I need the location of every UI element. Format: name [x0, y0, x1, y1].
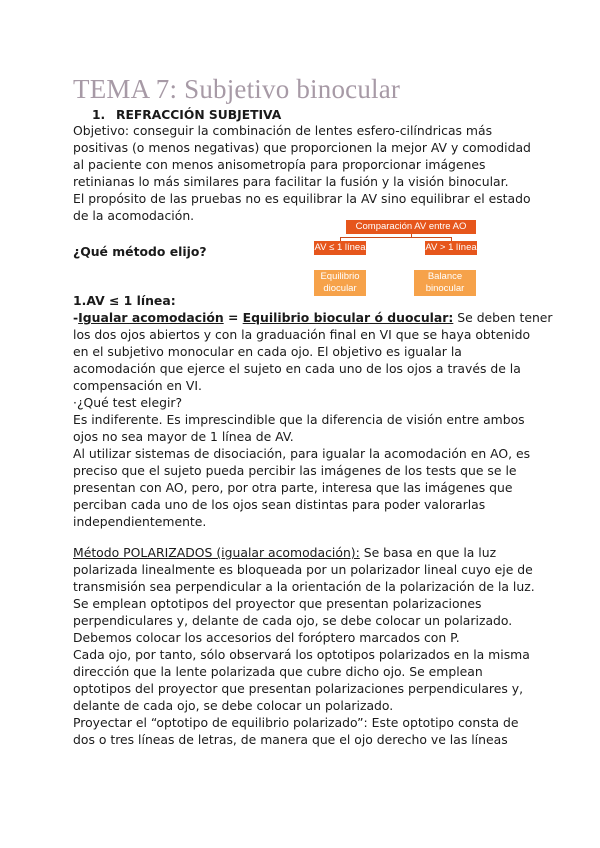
method-lead-rest: Se basa en que la luz: [359, 545, 497, 560]
section-number: 1.: [92, 108, 106, 122]
page-title: TEMA 7: Subjetivo binocular: [73, 74, 401, 104]
paragraph-line: transmisión sea perpendicular a la orientación de la polarización de la luz.: [73, 579, 535, 594]
paragraph-line: al paciente con menos anisometropía para proporcionar imágenes: [73, 157, 486, 172]
paragraph-line: Es indiferente. Es imprescindible que la diferencia de visión entre ambos: [73, 412, 525, 427]
paragraph-line: Proyectar el “optotipo de equilibrio polarizado”: Este optotipo consta de: [73, 715, 519, 730]
lead-rest: Se deben tener: [453, 310, 553, 325]
paragraph-line: optotipos del proyector que presentan polarizaciones perpendiculares y,: [73, 681, 524, 696]
paragraph-line: positivas (o menos negativas) que proporcionen la mejor AV y comodidad: [73, 140, 531, 155]
subsection-title: 1.AV ≤ 1 línea:: [73, 293, 176, 308]
method-title: Método POLARIZADOS (igualar acomodación):: [73, 545, 360, 560]
question-heading: ¿Qué método elijo?: [73, 244, 207, 259]
diagram-left-box: AV ≤ 1 línea: [314, 242, 366, 253]
diagram-bottom-left-line: diocular: [323, 283, 357, 294]
subsection-lead-line: [73, 310, 553, 326]
paragraph-line: presentan con AO, pero, por otra parte, interesa que las imágenes que: [73, 480, 513, 495]
paragraph-line: retinianas lo más similares para facilitar la fusión y la visión binocular.: [73, 174, 509, 189]
diagram-connector: [340, 237, 452, 238]
method-lead-line: [73, 545, 496, 561]
paragraph-line: Debemos colocar los accesorios del foróptero marcados con P.: [73, 630, 460, 645]
diagram-bottom-left-box: [314, 270, 366, 296]
paragraph-line: de la acomodación.: [73, 208, 195, 223]
lead-equals: =: [223, 310, 243, 325]
paragraph-line: ojos no sea mayor de 1 línea de AV.: [73, 429, 294, 444]
section-heading: [92, 108, 281, 122]
lead-dash: -: [73, 310, 79, 325]
paragraph-line: dirección que la lente polarizada que cubre dicho ojo. Se emplean: [73, 664, 483, 679]
paragraph-line: en el subjetivo monocular en cada ojo. El objetivo es igualar la: [73, 344, 462, 359]
paragraph-line: Cada ojo, por tanto, sólo observará los optotipos polarizados en la misma: [73, 647, 530, 662]
lead-term-b: Equilibrio biocular ó duocular:: [242, 310, 454, 325]
paragraph-line: acomodación que ejerce el sujeto en cada uno de los ojos a través de la: [73, 361, 521, 376]
section-label: REFRACCIÓN SUBJETIVA: [116, 108, 282, 122]
lead-term-a: Igualar acomodación: [78, 310, 224, 325]
paragraph-line: preciso que el sujeto pueda percibir las imágenes de los tests que se le: [73, 463, 517, 478]
paragraph-line: delante de cada ojo, se debe colocar un polarizado.: [73, 698, 394, 713]
paragraph-line: Se emplean optotipos del proyector que presentan polarizaciones: [73, 596, 482, 611]
paragraph-line: Objetivo: conseguir la combinación de lentes esfero-cilíndricas más: [73, 123, 493, 138]
paragraph-line: perciban cada uno de los ojos sean distintas para poder valorarlas: [73, 497, 486, 512]
diagram-bottom-right-line: binocular: [425, 283, 465, 294]
paragraph-line: los dos ojos abiertos y con la graduación final en VI que se haya obtenido: [73, 327, 531, 342]
diagram-right-box: AV > 1 línea: [425, 242, 477, 253]
paragraph-line: polarizada linealmente es bloqueada por un polarizador lineal cuyo eje de: [73, 562, 533, 577]
diagram-bottom-right-box: [414, 270, 476, 296]
paragraph-line: perpendiculares y, delante de cada ojo, se debe colocar un polarizado.: [73, 613, 513, 628]
paragraph-line: compensación en VI.: [73, 378, 202, 393]
paragraph-line: dos o tres líneas de letras, de manera que el ojo derecho ve las líneas: [73, 732, 508, 747]
paragraph-line: ·¿Qué test elegir?: [73, 395, 183, 410]
diagram-bottom-left-line: Equilibrio: [320, 271, 360, 282]
paragraph-line: Al utilizar sistemas de disociación, para igualar la acomodación en AO, es: [73, 446, 531, 461]
diagram-root-box: Comparación AV entre AO: [346, 220, 476, 234]
paragraph-line: El propósito de las pruebas no es equilibrar la AV sino equilibrar el estado: [73, 191, 531, 206]
paragraph-line: independientemente.: [73, 514, 207, 529]
diagram-bottom-right-line: Balance: [427, 271, 463, 282]
